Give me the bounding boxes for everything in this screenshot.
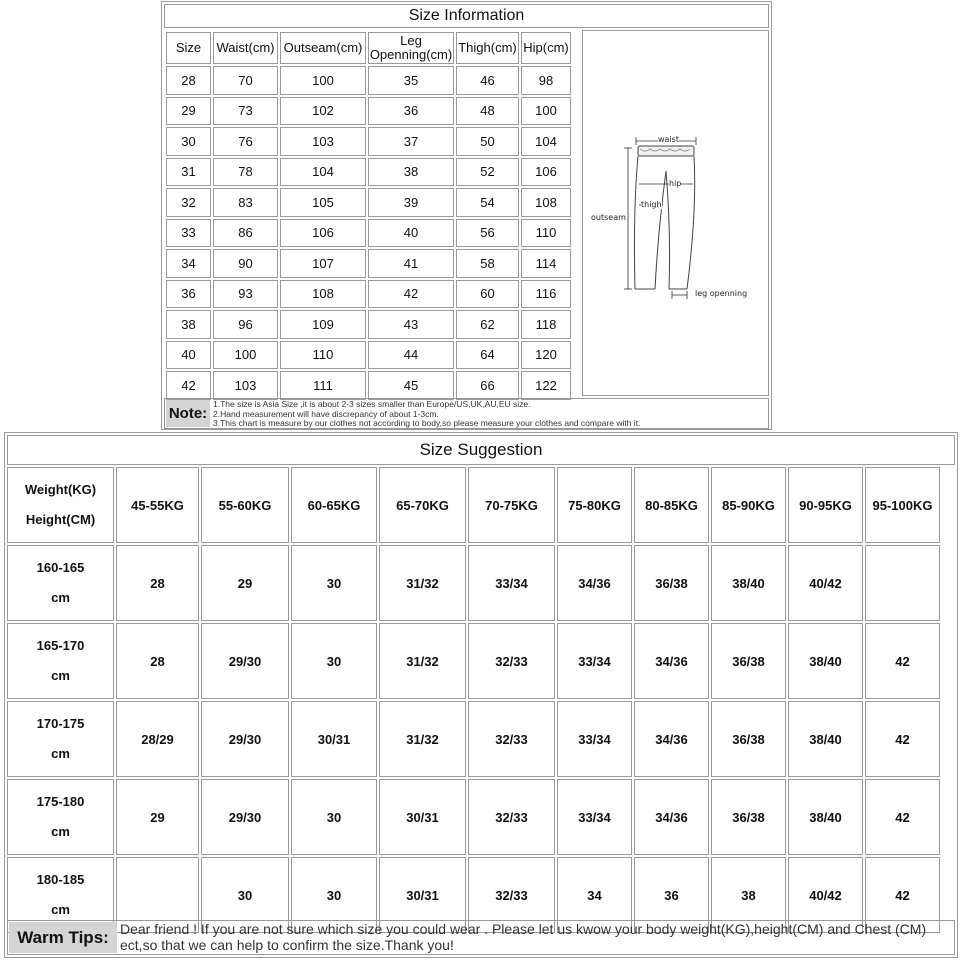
height-row-header — [7, 545, 114, 621]
weight-header-cell: 90-95KG — [788, 467, 863, 543]
suggested-size-cell: 42 — [865, 701, 940, 777]
table-cell: 45 — [368, 371, 454, 400]
suggested-size-cell: 36/38 — [634, 545, 709, 621]
table-cell: 29 — [166, 97, 211, 126]
table-cell: 64 — [456, 341, 519, 370]
height-unit-label: cm — [51, 590, 70, 605]
weight-header-cell: 75-80KG — [557, 467, 632, 543]
table-cell: 34 — [166, 249, 211, 278]
table-cell: 104 — [521, 127, 571, 156]
suggested-size-cell: 29/30 — [201, 623, 289, 699]
table-cell: 36 — [166, 280, 211, 309]
table-row — [166, 341, 571, 370]
suggested-size-cell: 30 — [291, 779, 377, 855]
suggested-size-cell: 38/40 — [788, 779, 863, 855]
suggested-size-cell: 29 — [116, 779, 199, 855]
table-row — [7, 701, 940, 777]
table-row — [166, 219, 571, 248]
suggested-size-cell: 31/32 — [379, 701, 466, 777]
weight-header-cell: 70-75KG — [468, 467, 555, 543]
table-header-row — [166, 32, 571, 64]
table-cell: 111 — [280, 371, 366, 400]
table-cell: 104 — [280, 158, 366, 187]
height-unit-label: cm — [51, 824, 70, 839]
table-cell: 107 — [280, 249, 366, 278]
size-suggestion-title: Size Suggestion — [7, 435, 955, 465]
table-cell: 60 — [456, 280, 519, 309]
note-line-2: 2.Hand measurement will have discrepancy of about 1-3cm. — [213, 408, 439, 419]
height-row-header — [7, 701, 114, 777]
weight-header-cell: 55-60KG — [201, 467, 289, 543]
table-row — [166, 310, 571, 339]
size-information-table — [164, 30, 573, 402]
table-cell: 30 — [166, 127, 211, 156]
table-row — [166, 127, 571, 156]
suggested-size-cell: 34/36 — [557, 545, 632, 621]
suggested-size-cell: 28 — [116, 623, 199, 699]
suggested-size-cell: 34/36 — [634, 701, 709, 777]
height-unit-label: cm — [51, 746, 70, 761]
table-cell: 114 — [521, 249, 571, 278]
table-cell: 39 — [368, 188, 454, 217]
diagram-label-waist: waist — [658, 135, 679, 144]
table-cell: 116 — [521, 280, 571, 309]
table-cell: 120 — [521, 341, 571, 370]
table-row — [166, 66, 571, 95]
height-range-label: 165-170 — [36, 638, 85, 653]
suggested-size-cell: 30 — [291, 545, 377, 621]
weight-header-cell: 60-65KG — [291, 467, 377, 543]
table-cell: 35 — [368, 66, 454, 95]
suggested-size-cell: 31/32 — [379, 545, 466, 621]
diagram-label-leg-opening: leg openning — [695, 289, 748, 298]
table-cell: 105 — [280, 188, 366, 217]
header-waist: Waist(cm) — [213, 32, 278, 64]
suggested-size-cell: 36/38 — [711, 623, 786, 699]
suggested-size-cell: 33/34 — [557, 623, 632, 699]
table-cell: 37 — [368, 127, 454, 156]
table-cell: 100 — [213, 341, 278, 370]
suggested-size-cell: 40/42 — [788, 857, 863, 933]
corner-weight-label: Weight(KG) — [24, 482, 97, 497]
suggested-size-cell: 28 — [116, 545, 199, 621]
suggested-size-cell: 34/36 — [634, 623, 709, 699]
height-unit-label: cm — [51, 668, 70, 683]
weight-header-cell: 95-100KG — [865, 467, 940, 543]
size-information-body — [166, 66, 571, 400]
table-cell: 122 — [521, 371, 571, 400]
suggested-size-cell: 42 — [865, 623, 940, 699]
size-information-title: Size Information — [164, 4, 769, 28]
table-row — [7, 623, 940, 699]
suggested-size-cell: 32/33 — [468, 779, 555, 855]
suggested-size-cell: 30/31 — [379, 779, 466, 855]
note-box — [164, 398, 769, 429]
suggested-size-cell — [865, 545, 940, 621]
table-cell: 86 — [213, 219, 278, 248]
table-cell: 56 — [456, 219, 519, 248]
warm-tips-box — [7, 920, 955, 955]
weight-header-cell: 85-90KG — [711, 467, 786, 543]
table-cell: 76 — [213, 127, 278, 156]
height-range-label: 180-185 — [36, 872, 85, 887]
height-row-header — [7, 779, 114, 855]
table-cell: 106 — [280, 219, 366, 248]
header-leg-opening: Leg Openning(cm) — [369, 33, 453, 62]
table-cell: 78 — [213, 158, 278, 187]
suggested-size-cell: 33/34 — [557, 779, 632, 855]
suggested-size-cell: 33/34 — [557, 701, 632, 777]
table-cell: 109 — [280, 310, 366, 339]
suggested-size-cell: 30/31 — [291, 701, 377, 777]
table-row — [7, 545, 940, 621]
size-information-panel — [161, 1, 772, 430]
table-cell: 102 — [280, 97, 366, 126]
suggested-size-cell: 36 — [634, 857, 709, 933]
weight-header-cell: 65-70KG — [379, 467, 466, 543]
table-cell: 43 — [368, 310, 454, 339]
suggested-size-cell: 29/30 — [201, 779, 289, 855]
table-cell: 28 — [166, 66, 211, 95]
height-range-label: 160-165 — [36, 560, 85, 575]
table-cell: 73 — [213, 97, 278, 126]
table-cell: 33 — [166, 219, 211, 248]
table-cell: 66 — [456, 371, 519, 400]
table-cell: 106 — [521, 158, 571, 187]
height-range-label: 175-180 — [36, 794, 85, 809]
suggested-size-cell: 40/42 — [788, 545, 863, 621]
size-suggestion-panel — [4, 432, 958, 958]
table-cell: 36 — [368, 97, 454, 126]
pants-measurement-diagram — [582, 30, 769, 396]
note-label: Note: — [166, 400, 210, 427]
table-row — [166, 249, 571, 278]
suggested-size-cell: 32/33 — [468, 701, 555, 777]
suggested-size-cell: 42 — [865, 779, 940, 855]
suggested-size-cell: 30/31 — [379, 857, 466, 933]
table-cell: 62 — [456, 310, 519, 339]
warm-tips-text: Dear friend ! If you are not sure which size you could wear . Please let us kwow your body weight(KG),height(CM) and Chest (CM) ect,so that we can help to confirm the size.Thank you! — [120, 921, 927, 953]
height-unit-label: cm — [51, 902, 70, 917]
suggested-size-cell: 42 — [865, 857, 940, 933]
table-cell: 40 — [368, 219, 454, 248]
table-cell: 96 — [213, 310, 278, 339]
table-cell: 54 — [456, 188, 519, 217]
table-row — [166, 97, 571, 126]
suggested-size-cell: 32/33 — [468, 857, 555, 933]
size-suggestion-body — [7, 545, 940, 933]
table-cell: 93 — [213, 280, 278, 309]
table-cell: 98 — [521, 66, 571, 95]
suggested-size-cell: 30 — [201, 857, 289, 933]
table-cell: 31 — [166, 158, 211, 187]
weight-height-corner-header — [7, 467, 114, 543]
table-cell: 110 — [521, 219, 571, 248]
diagram-label-hip: hip — [669, 179, 682, 188]
suggested-size-cell: 29 — [201, 545, 289, 621]
weight-header-cell: 80-85KG — [634, 467, 709, 543]
height-row-header — [7, 623, 114, 699]
table-cell: 70 — [213, 66, 278, 95]
table-row — [166, 158, 571, 187]
table-cell: 118 — [521, 310, 571, 339]
suggested-size-cell: 34 — [557, 857, 632, 933]
diagram-label-outseam: outseam — [591, 213, 626, 222]
table-cell: 58 — [456, 249, 519, 278]
table-cell: 103 — [213, 371, 278, 400]
table-cell: 100 — [280, 66, 366, 95]
table-cell: 48 — [456, 97, 519, 126]
suggested-size-cell: 36/38 — [711, 701, 786, 777]
table-cell: 42 — [368, 280, 454, 309]
note-lines — [213, 400, 640, 429]
table-cell: 46 — [456, 66, 519, 95]
suggested-size-cell: 36/38 — [711, 779, 786, 855]
suggested-size-cell: 38/40 — [788, 623, 863, 699]
size-suggestion-table — [5, 465, 942, 935]
table-cell: 38 — [166, 310, 211, 339]
header-size: Size — [166, 32, 211, 64]
suggested-size-cell: 31/32 — [379, 623, 466, 699]
suggested-size-cell: 32/33 — [468, 623, 555, 699]
table-cell: 41 — [368, 249, 454, 278]
corner-height-label: Height(CM) — [25, 512, 96, 527]
table-row — [166, 188, 571, 217]
suggested-size-cell: 29/30 — [201, 701, 289, 777]
diagram-label-thigh: thigh — [641, 200, 662, 209]
table-cell: 40 — [166, 341, 211, 370]
weight-header-cell: 45-55KG — [116, 467, 199, 543]
table-cell: 90 — [213, 249, 278, 278]
table-cell: 108 — [280, 280, 366, 309]
table-cell: 110 — [280, 341, 366, 370]
table-cell: 42 — [166, 371, 211, 400]
table-row — [166, 280, 571, 309]
header-hip: Hip(cm) — [521, 32, 571, 64]
suggested-size-cell: 38/40 — [788, 701, 863, 777]
suggested-size-cell: 38 — [711, 857, 786, 933]
header-outseam: Outseam(cm) — [280, 32, 366, 64]
note-line-1: 1.The size is Asia Size ,it is about 2-3 sizes smaller than Europe/US,UK,AU,EU size. — [213, 399, 531, 409]
table-cell: 32 — [166, 188, 211, 217]
suggested-size-cell: 30 — [291, 857, 377, 933]
table-cell: 83 — [213, 188, 278, 217]
suggested-size-cell: 28/29 — [116, 701, 199, 777]
table-row — [7, 779, 940, 855]
header-thigh: Thigh(cm) — [456, 32, 519, 64]
table-cell: 52 — [456, 158, 519, 187]
table-cell: 108 — [521, 188, 571, 217]
warm-tips-label: Warm Tips: — [9, 922, 117, 953]
suggested-size-cell: 38/40 — [711, 545, 786, 621]
table-cell: 103 — [280, 127, 366, 156]
table-cell: 44 — [368, 341, 454, 370]
suggested-size-cell: 30 — [291, 623, 377, 699]
suggested-size-cell: 34/36 — [634, 779, 709, 855]
table-cell: 38 — [368, 158, 454, 187]
weight-header-row — [7, 467, 940, 543]
table-cell: 100 — [521, 97, 571, 126]
suggested-size-cell: 33/34 — [468, 545, 555, 621]
table-cell: 50 — [456, 127, 519, 156]
height-range-label: 170-175 — [36, 716, 85, 731]
table-row — [166, 371, 571, 400]
note-line-3: 3.This chart is measure by our clothes not according to body,so please measure your clothes and compare with it. — [213, 418, 641, 429]
